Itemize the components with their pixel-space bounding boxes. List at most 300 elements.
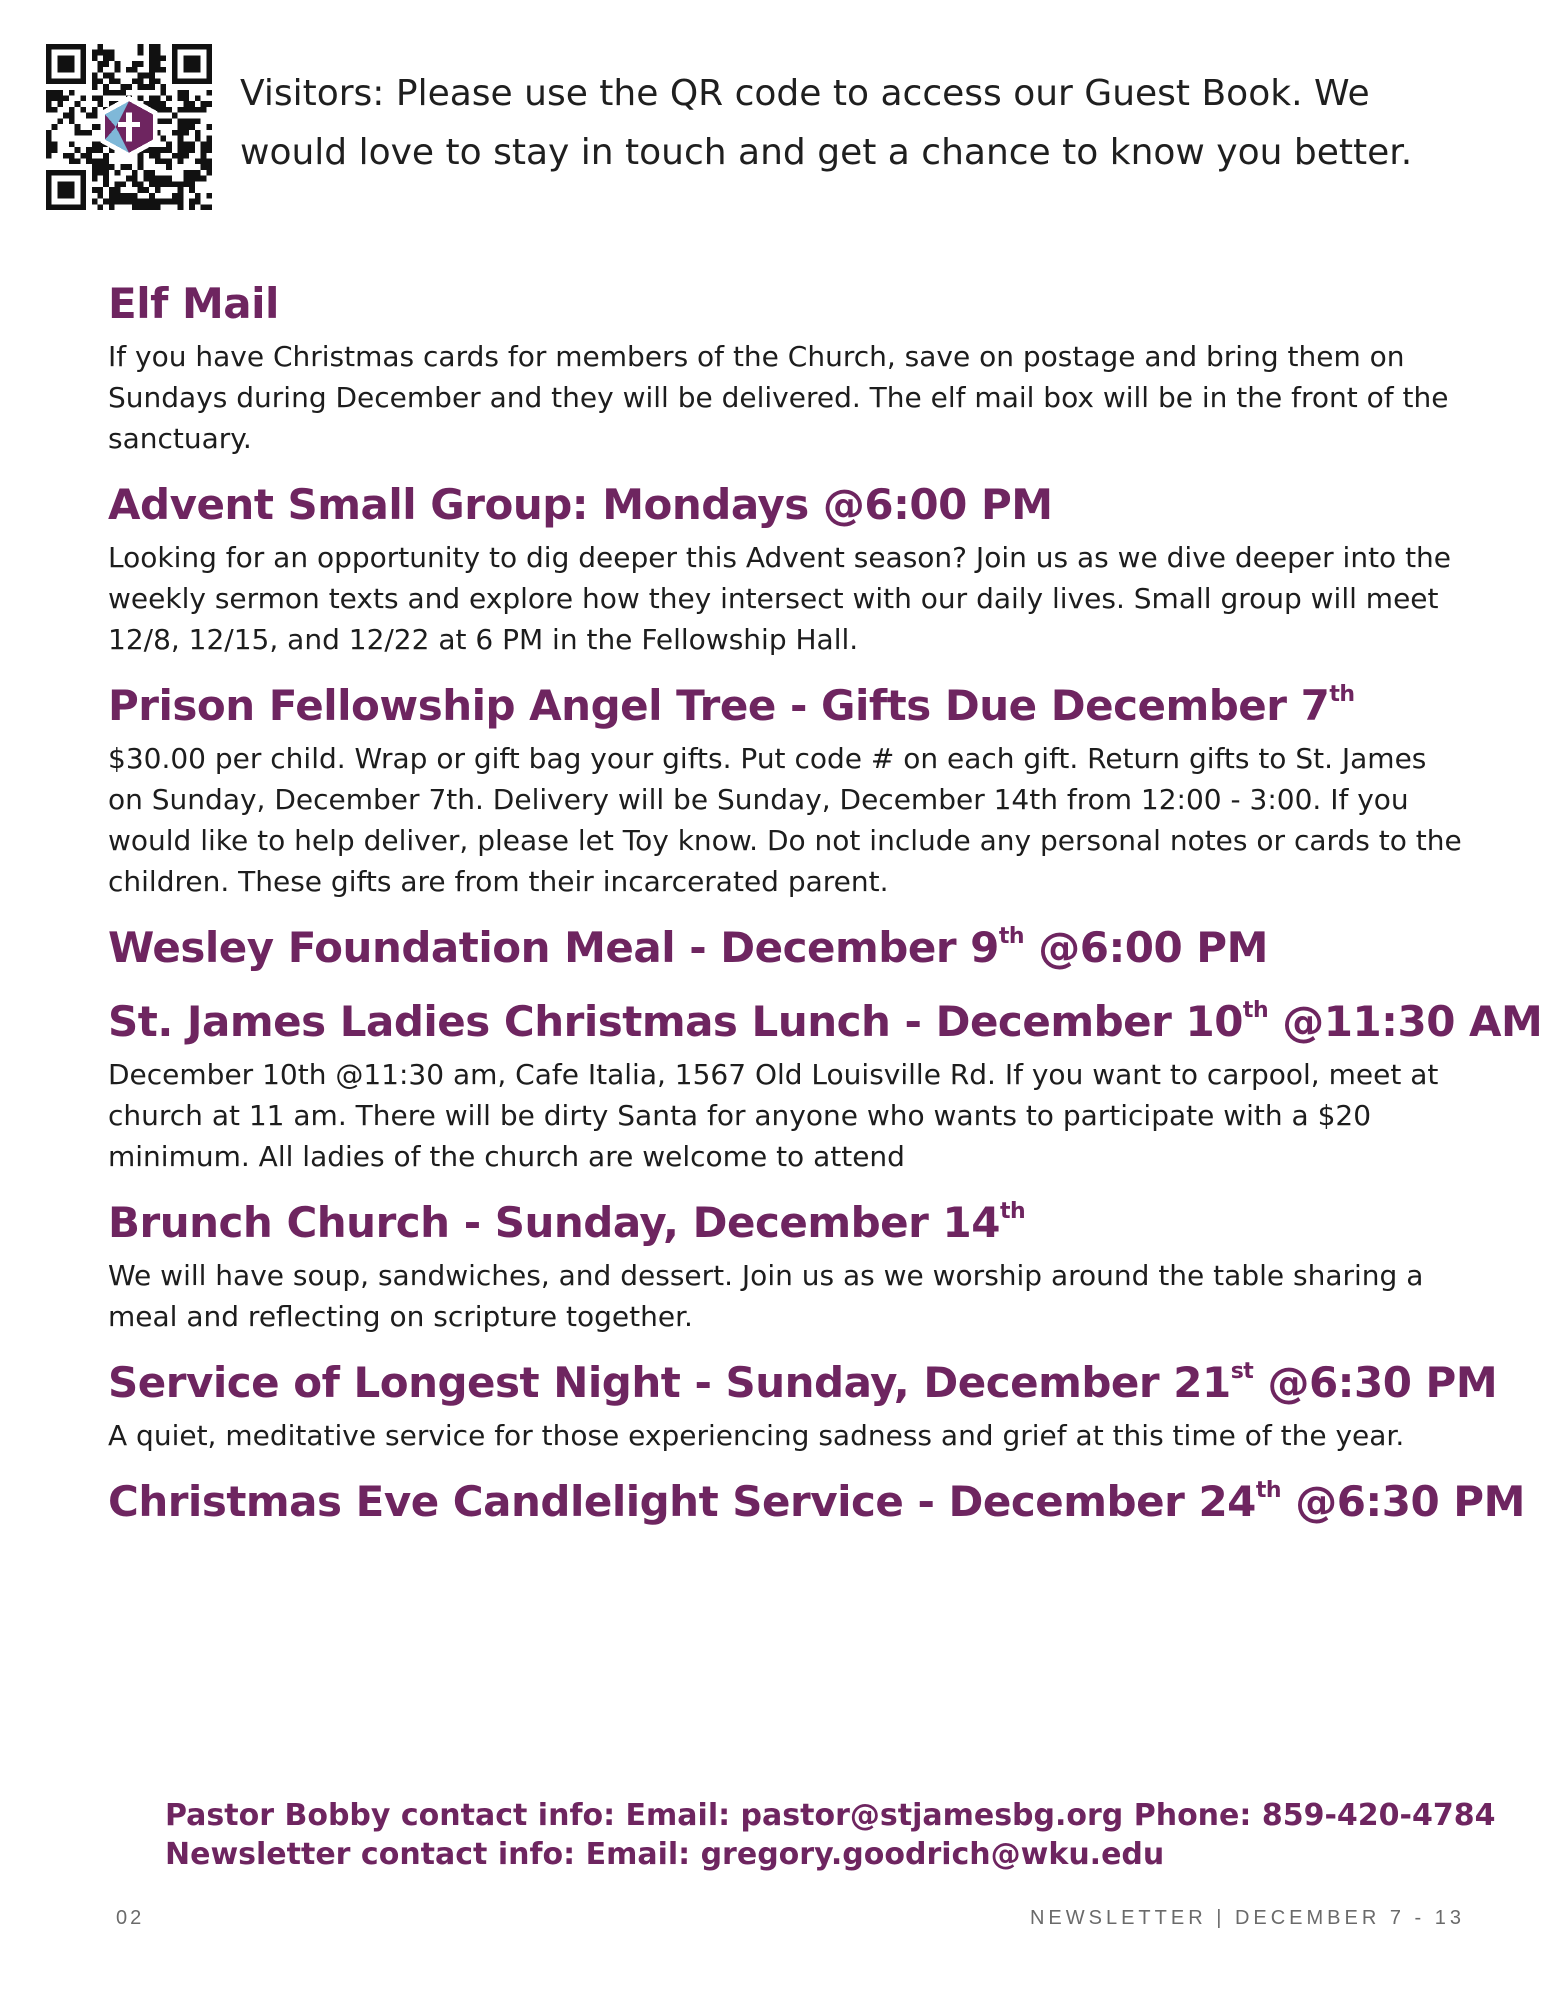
section-heading: Advent Small Group: Mondays @6:00 PM <box>108 480 1053 529</box>
qr-module <box>46 141 52 147</box>
qr-module <box>183 118 189 124</box>
section-body: If you have Christmas cards for members of the Church, save on postage and bring them on Sundays during December and they will be delivered. The elf mail box will be in the front of the sanctuary. <box>108 340 1449 455</box>
qr-module <box>189 107 195 113</box>
qr-module <box>63 55 69 61</box>
qr-module <box>172 44 178 50</box>
qr-module <box>183 170 189 176</box>
qr-module <box>92 158 98 164</box>
qr-module <box>46 176 52 182</box>
qr-module <box>80 204 86 210</box>
qr-module <box>46 130 52 136</box>
heading-ordinal: th <box>999 1199 1026 1224</box>
qr-module <box>57 170 63 176</box>
qr-module <box>149 61 155 67</box>
qr-module <box>206 73 212 79</box>
qr-module <box>183 141 189 147</box>
qr-module <box>189 147 195 153</box>
qr-module <box>138 158 144 164</box>
qr-module <box>172 130 178 136</box>
qr-module <box>149 147 155 153</box>
qr-module <box>166 141 172 147</box>
qr-module <box>206 204 212 210</box>
qr-module <box>172 181 178 187</box>
qr-module <box>92 124 98 130</box>
qr-module <box>172 193 178 199</box>
page-number: 02 <box>116 1907 145 1929</box>
qr-module <box>178 187 184 193</box>
qr-module <box>178 193 184 199</box>
qr-module <box>57 118 63 124</box>
qr-module <box>166 147 172 153</box>
qr-module <box>46 147 52 153</box>
qr-module <box>178 181 184 187</box>
qr-module <box>149 55 155 61</box>
qr-module <box>109 204 115 210</box>
qr-module <box>183 96 189 102</box>
qr-module <box>172 67 178 73</box>
qr-module <box>178 204 184 210</box>
qr-module <box>143 204 149 210</box>
qr-module <box>109 90 115 96</box>
qr-module <box>63 193 69 199</box>
section-brunch-church <box>108 1195 1468 1337</box>
qr-module <box>189 170 195 176</box>
qr-module <box>103 84 109 90</box>
qr-module <box>126 164 132 170</box>
section-heading: Elf Mail <box>108 279 279 328</box>
qr-module <box>143 170 149 176</box>
qr-module <box>92 170 98 176</box>
qr-module <box>98 170 104 176</box>
qr-module <box>115 90 121 96</box>
qr-module <box>109 55 115 61</box>
pastor-contact[interactable]: Pastor Bobby contact info: Email: pastor@stjamesbg.org Phone: 859-420-4784 <box>165 1798 1496 1833</box>
qr-module <box>75 44 81 50</box>
qr-module <box>115 187 121 193</box>
qr-module <box>166 107 172 113</box>
qr-module <box>98 147 104 153</box>
section-angel-tree <box>108 678 1468 902</box>
qr-module <box>178 118 184 124</box>
qr-module <box>132 193 138 199</box>
heading-ordinal: th <box>1329 682 1355 707</box>
qr-module <box>178 147 184 153</box>
qr-module <box>201 153 207 159</box>
qr-module <box>69 187 75 193</box>
qr-module <box>86 147 92 153</box>
qr-module <box>183 101 189 107</box>
qr-module <box>92 84 98 90</box>
qr-module <box>149 73 155 79</box>
qr-module <box>63 113 69 119</box>
qr-module <box>98 67 104 73</box>
qr-module <box>183 153 189 159</box>
qr-module <box>172 55 178 61</box>
qr-module <box>172 61 178 67</box>
qr-module <box>160 147 166 153</box>
qr-module <box>155 204 161 210</box>
qr-module <box>46 193 52 199</box>
qr-module <box>98 50 104 56</box>
qr-module <box>63 153 69 159</box>
qr-module <box>92 50 98 56</box>
qr-module <box>138 199 144 205</box>
qr-module <box>183 44 189 50</box>
qr-module <box>46 204 52 210</box>
qr-module <box>206 50 212 56</box>
qr-module <box>166 96 172 102</box>
heading-text: Wesley Foundation Meal - December 9 <box>108 923 999 972</box>
qr-module <box>155 153 161 159</box>
qr-module <box>132 61 138 67</box>
qr-module <box>57 193 63 199</box>
qr-module <box>80 176 86 182</box>
qr-module <box>69 204 75 210</box>
qr-module <box>57 44 63 50</box>
qr-module <box>189 187 195 193</box>
qr-module <box>195 61 201 67</box>
qr-module <box>115 170 121 176</box>
qr-module <box>57 187 63 193</box>
qr-module <box>69 170 75 176</box>
qr-module <box>86 130 92 136</box>
qr-module <box>155 44 161 50</box>
section-body: A quiet, meditative service for those experiencing sadness and grief at this time of the year. <box>108 1419 1405 1452</box>
qr-module <box>52 170 58 176</box>
qr-module <box>115 193 121 199</box>
qr-module <box>109 199 115 205</box>
qr-module <box>201 147 207 153</box>
qr-module <box>132 199 138 205</box>
qr-module <box>69 113 75 119</box>
qr-module <box>109 50 115 56</box>
qr-module <box>166 164 172 170</box>
qr-module <box>206 101 212 107</box>
qr-module <box>143 176 149 182</box>
qr-module <box>155 55 161 61</box>
heading-ordinal: th <box>998 924 1025 949</box>
qr-module <box>172 73 178 79</box>
qr-module <box>189 124 195 130</box>
qr-module <box>178 136 184 142</box>
qr-code-icon[interactable] <box>46 44 212 210</box>
qr-module <box>155 67 161 73</box>
qr-module <box>149 153 155 159</box>
qr-module <box>115 67 121 73</box>
newsletter-contact[interactable]: Newsletter contact info: Email: gregory.goodrich@wku.edu <box>165 1837 1165 1872</box>
qr-module <box>80 170 86 176</box>
qr-module <box>138 78 144 84</box>
qr-module <box>109 78 115 84</box>
qr-module <box>178 90 184 96</box>
qr-module <box>115 199 121 205</box>
qr-module <box>206 136 212 142</box>
heading-text: Prison Fellowship Angel Tree - Gifts Due December 7 <box>108 681 1330 730</box>
qr-module <box>195 55 201 61</box>
qr-module <box>69 61 75 67</box>
qr-module <box>183 61 189 67</box>
qr-module <box>92 187 98 193</box>
qr-module <box>75 158 81 164</box>
qr-module <box>160 176 166 182</box>
qr-module <box>201 204 207 210</box>
qr-module <box>195 130 201 136</box>
qr-module <box>98 193 104 199</box>
qr-module <box>80 199 86 205</box>
qr-module <box>75 130 81 136</box>
qr-module <box>160 107 166 113</box>
section-heading <box>108 1195 1468 1251</box>
qr-module <box>80 130 86 136</box>
qr-module <box>103 73 109 79</box>
qr-module <box>52 107 58 113</box>
section-wesley-foundation-meal <box>108 920 1468 976</box>
announcements <box>108 276 1543 1548</box>
qr-module <box>149 78 155 84</box>
qr-module <box>189 204 195 210</box>
qr-module <box>149 101 155 107</box>
qr-module <box>143 73 149 79</box>
qr-module <box>52 90 58 96</box>
qr-module <box>201 158 207 164</box>
qr-module <box>86 113 92 119</box>
qr-module <box>98 44 104 50</box>
heading-time: @6:00 PM <box>1024 923 1268 972</box>
qr-module <box>120 90 126 96</box>
qr-module <box>46 136 52 142</box>
qr-module <box>57 101 63 107</box>
qr-module <box>189 44 195 50</box>
qr-module <box>92 147 98 153</box>
qr-module <box>80 193 86 199</box>
qr-module <box>195 107 201 113</box>
qr-module <box>201 141 207 147</box>
qr-module <box>160 101 166 107</box>
qr-module <box>103 164 109 170</box>
qr-module <box>109 193 115 199</box>
qr-module <box>46 50 52 56</box>
qr-module <box>57 61 63 67</box>
qr-module <box>149 50 155 56</box>
qr-module <box>183 78 189 84</box>
heading-time: @11:30 AM <box>1268 997 1543 1046</box>
qr-module <box>46 90 52 96</box>
qr-module <box>183 55 189 61</box>
qr-module <box>98 204 104 210</box>
qr-module <box>103 181 109 187</box>
heading-ordinal: th <box>1255 1478 1282 1503</box>
qr-module <box>155 78 161 84</box>
qr-module <box>206 44 212 50</box>
qr-module <box>115 181 121 187</box>
qr-module <box>155 181 161 187</box>
qr-module <box>178 107 184 113</box>
qr-module <box>80 44 86 50</box>
heading-time: @6:30 PM <box>1253 1358 1498 1407</box>
qr-module <box>160 199 166 205</box>
qr-module <box>138 61 144 67</box>
qr-module <box>155 199 161 205</box>
qr-module <box>195 199 201 205</box>
qr-module <box>57 181 63 187</box>
qr-module <box>103 170 109 176</box>
heading-ordinal: th <box>1242 998 1269 1023</box>
qr-module <box>92 78 98 84</box>
qr-module <box>206 67 212 73</box>
qr-module <box>46 73 52 79</box>
qr-module <box>206 55 212 61</box>
qr-module <box>109 73 115 79</box>
qr-module <box>98 164 104 170</box>
qr-module <box>103 61 109 67</box>
qr-module <box>46 61 52 67</box>
qr-module <box>160 118 166 124</box>
qr-module <box>120 193 126 199</box>
qr-module <box>132 204 138 210</box>
qr-module <box>206 170 212 176</box>
qr-module <box>183 147 189 153</box>
qr-module <box>201 101 207 107</box>
qr-module <box>149 204 155 210</box>
qr-module <box>69 118 75 124</box>
qr-module <box>172 199 178 205</box>
contact-info <box>165 1796 1496 1874</box>
qr-module <box>46 55 52 61</box>
qr-module <box>63 170 69 176</box>
qr-module <box>69 90 75 96</box>
qr-module <box>138 73 144 79</box>
qr-module <box>149 176 155 182</box>
qr-module <box>103 55 109 61</box>
qr-module <box>52 204 58 210</box>
qr-module <box>195 136 201 142</box>
qr-module <box>120 199 126 205</box>
qr-module <box>75 78 81 84</box>
qr-module <box>183 124 189 130</box>
qr-module <box>166 199 172 205</box>
qr-module <box>63 96 69 102</box>
qr-module <box>69 141 75 147</box>
qr-module <box>189 199 195 205</box>
qr-module <box>46 44 52 50</box>
qr-module <box>57 96 63 102</box>
qr-module <box>160 158 166 164</box>
qr-module <box>183 176 189 182</box>
qr-module <box>138 153 144 159</box>
qr-module <box>172 50 178 56</box>
qr-module <box>195 170 201 176</box>
qr-module <box>86 158 92 164</box>
qr-module <box>178 141 184 147</box>
qr-module <box>63 181 69 187</box>
qr-module <box>178 130 184 136</box>
qr-module <box>189 176 195 182</box>
qr-module <box>172 113 178 119</box>
qr-module <box>63 67 69 73</box>
qr-module <box>120 84 126 90</box>
qr-module <box>183 67 189 73</box>
qr-module <box>138 44 144 50</box>
qr-module <box>138 181 144 187</box>
qr-module <box>52 124 58 130</box>
qr-module <box>166 176 172 182</box>
qr-module <box>155 50 161 56</box>
qr-module <box>166 118 172 124</box>
section-heading <box>108 994 1543 1050</box>
qr-module <box>138 204 144 210</box>
qr-module <box>92 164 98 170</box>
qr-module <box>80 181 86 187</box>
qr-module <box>160 84 166 90</box>
qr-module <box>138 187 144 193</box>
qr-module <box>155 187 161 193</box>
qr-module <box>178 124 184 130</box>
qr-module <box>178 153 184 159</box>
qr-module <box>160 90 166 96</box>
qr-module <box>206 147 212 153</box>
qr-module <box>201 107 207 113</box>
qr-module <box>155 147 161 153</box>
qr-module <box>149 181 155 187</box>
qr-module <box>98 187 104 193</box>
qr-module <box>201 164 207 170</box>
qr-module <box>92 96 98 102</box>
qr-module <box>172 78 178 84</box>
qr-module <box>155 96 161 102</box>
qr-module <box>80 107 86 113</box>
qr-module <box>115 61 121 67</box>
qr-module <box>57 78 63 84</box>
section-longest-night <box>108 1355 1498 1456</box>
qr-module <box>132 78 138 84</box>
qr-module <box>57 90 63 96</box>
section-elf-mail <box>108 276 1468 459</box>
qr-module <box>98 96 104 102</box>
qr-module <box>63 44 69 50</box>
qr-module <box>183 130 189 136</box>
qr-module <box>166 181 172 187</box>
qr-module <box>57 55 63 61</box>
qr-module <box>80 96 86 102</box>
qr-module <box>189 67 195 73</box>
qr-module <box>160 136 166 142</box>
qr-module <box>46 78 52 84</box>
qr-module <box>52 44 58 50</box>
qr-module <box>155 176 161 182</box>
qr-module <box>138 96 144 102</box>
qr-module <box>46 199 52 205</box>
section-heading <box>108 1355 1498 1411</box>
qr-module <box>149 44 155 50</box>
qr-module <box>178 199 184 205</box>
qr-module <box>195 158 201 164</box>
qr-module <box>109 164 115 170</box>
heading-text: St. James Ladies Christmas Lunch - December 10 <box>108 997 1243 1046</box>
qr-module <box>195 67 201 73</box>
qr-module <box>178 78 184 84</box>
qr-module <box>80 153 86 159</box>
qr-module <box>160 55 166 61</box>
section-heading <box>108 678 1468 734</box>
qr-module <box>52 141 58 147</box>
qr-module <box>57 67 63 73</box>
qr-module <box>80 67 86 73</box>
qr-module <box>46 67 52 73</box>
qr-module <box>149 96 155 102</box>
qr-module <box>98 61 104 67</box>
qr-module <box>195 44 201 50</box>
qr-module <box>75 101 81 107</box>
